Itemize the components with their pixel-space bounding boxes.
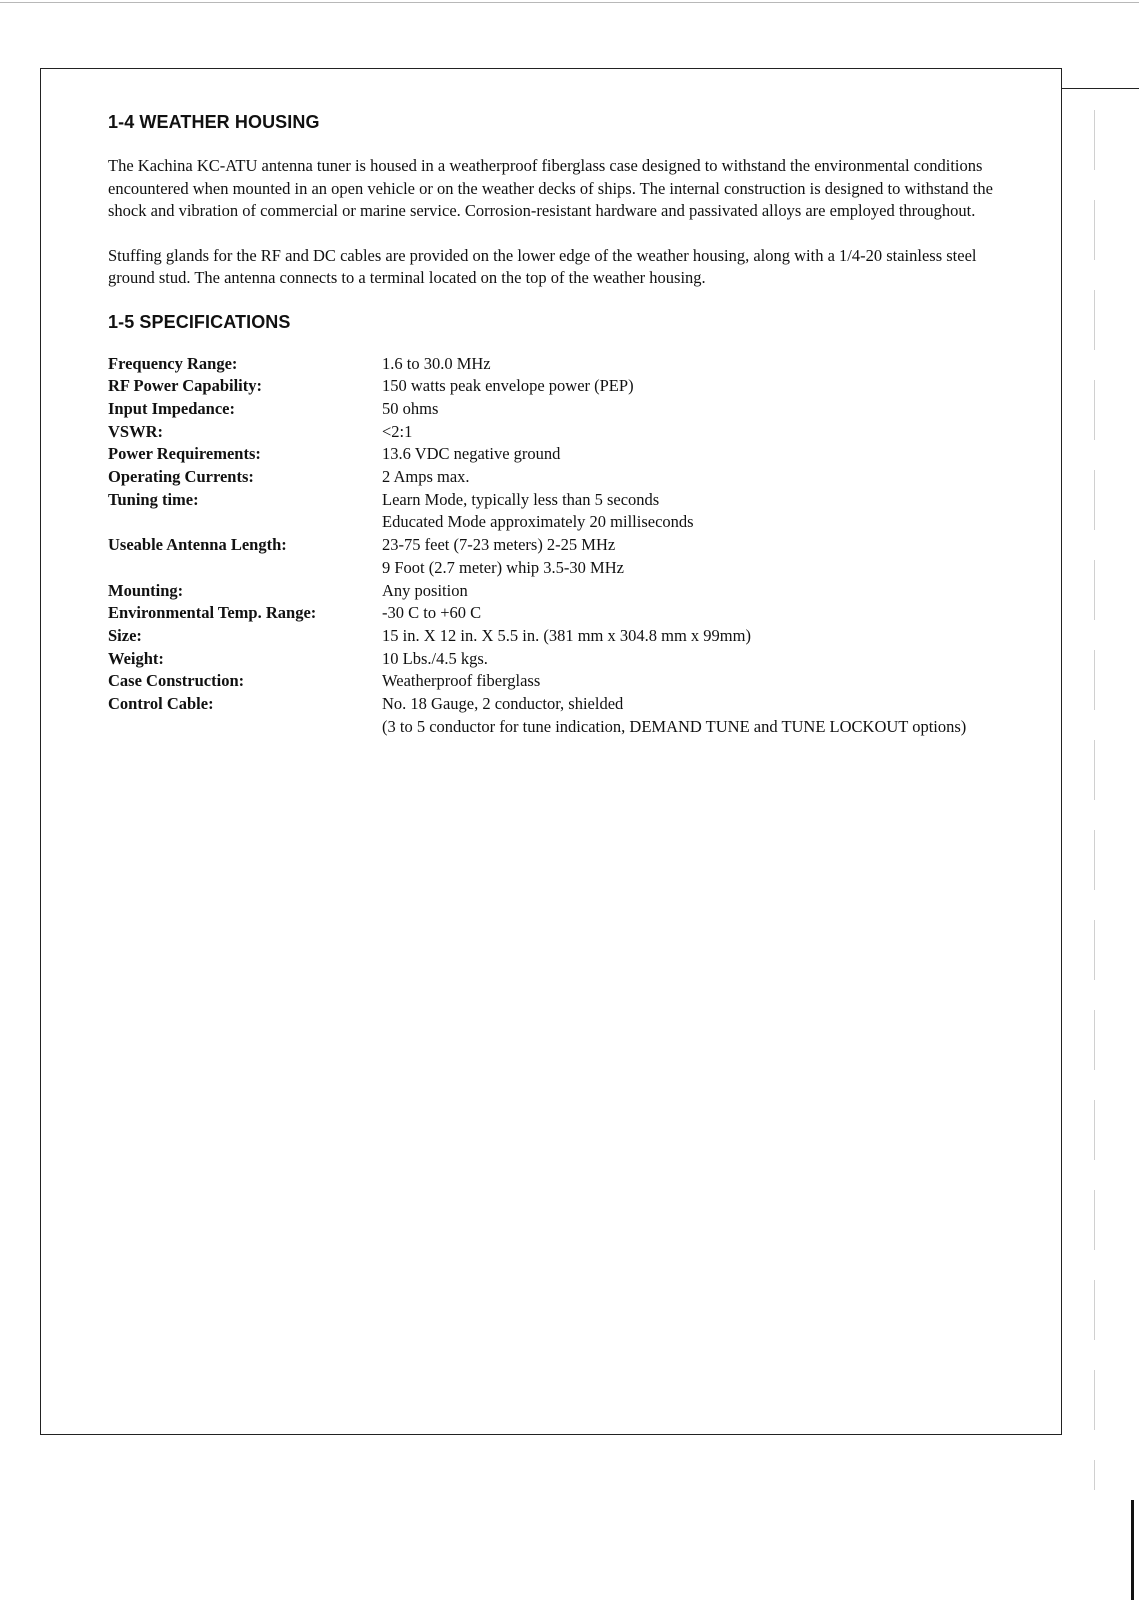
spec-value bbox=[382, 421, 1002, 444]
weather-housing-paragraph-2: Stuffing glands for the RF and DC cables are provided on the lower edge of the weather housing, along with a 1/4-20 stainless steel ground stud. The antenna connects to a terminal located on the top of the weather housing. bbox=[108, 245, 977, 287]
spec-label: Power Requirements: bbox=[108, 444, 261, 464]
spec-value bbox=[382, 398, 1002, 421]
spec-value bbox=[382, 625, 1002, 648]
spec-value-line: 50 ohms bbox=[382, 398, 439, 418]
spec-value-line: 1.6 to 30.0 MHz bbox=[382, 353, 491, 373]
spec-value-line: Educated Mode approximately 20 milliseconds bbox=[382, 512, 694, 532]
spec-row bbox=[108, 421, 1002, 444]
spec-value-line: 23-75 feet (7-23 meters) 2-25 MHz bbox=[382, 535, 616, 555]
spec-row bbox=[108, 443, 1002, 466]
spec-row bbox=[108, 375, 1002, 398]
spec-row bbox=[108, 580, 1002, 603]
spec-label: Operating Currents: bbox=[108, 467, 254, 487]
spec-label: Control Cable: bbox=[108, 694, 214, 714]
spec-label: Size: bbox=[108, 625, 142, 645]
document-content bbox=[108, 112, 1008, 738]
spec-label: Input Impedance: bbox=[108, 398, 235, 418]
scan-corner-mark bbox=[1131, 1500, 1134, 1600]
weather-housing-heading: 1-4 WEATHER HOUSING bbox=[108, 112, 320, 132]
spec-row bbox=[108, 648, 1002, 671]
spec-label: Case Construction: bbox=[108, 671, 245, 691]
spec-value-line: Any position bbox=[382, 580, 468, 600]
spec-value bbox=[382, 534, 1002, 579]
spec-label: Environmental Temp. Range: bbox=[108, 603, 317, 623]
weather-housing-paragraph-1: The Kachina KC-ATU antenna tuner is housed in a weatherproof fiberglass case designed to withstand the environmental conditions encountered when mounted in an open vehicle or on the weather decks of ships. The internal construction is designed to withstand the shock and vibration of commercial or marine service. Corrosion-resistant hardware and passivated alloys are employed throughout. bbox=[108, 156, 993, 220]
spec-row bbox=[108, 534, 1002, 579]
spec-value-line: (3 to 5 conductor for tune indication, DEMAND TUNE and TUNE LOCKOUT options) bbox=[382, 716, 967, 736]
spec-row bbox=[108, 466, 1002, 489]
spec-value-line: 15 in. X 12 in. X 5.5 in. (381 mm x 304.8 mm x 99mm) bbox=[382, 625, 751, 645]
spec-row bbox=[108, 489, 1002, 534]
spec-row bbox=[108, 353, 1002, 376]
spec-value bbox=[382, 489, 1002, 534]
specifications-table bbox=[108, 353, 1002, 739]
spec-row bbox=[108, 398, 1002, 421]
spec-value bbox=[382, 466, 1002, 489]
spec-label: VSWR: bbox=[108, 421, 164, 441]
spec-value-line: No. 18 Gauge, 2 conductor, shielded bbox=[382, 694, 624, 714]
spec-row bbox=[108, 670, 1002, 693]
spec-label: Frequency Range: bbox=[108, 353, 238, 373]
spec-value bbox=[382, 602, 1002, 625]
spec-label: Mounting: bbox=[108, 580, 184, 600]
spec-value bbox=[382, 693, 1002, 738]
specifications-table-body bbox=[108, 353, 1002, 739]
spec-value-line: Weatherproof fiberglass bbox=[382, 671, 541, 691]
spec-value bbox=[382, 375, 1002, 398]
spec-value-line: -30 C to +60 C bbox=[382, 603, 482, 623]
spec-label: Tuning time: bbox=[108, 489, 199, 509]
page-border-tail bbox=[1062, 88, 1139, 89]
spec-value-line: Learn Mode, typically less than 5 seconds bbox=[382, 489, 660, 509]
spec-value-line: <2:1 bbox=[382, 421, 413, 441]
spec-value-line: 13.6 VDC negative ground bbox=[382, 444, 561, 464]
spec-value bbox=[382, 580, 1002, 603]
specifications-heading: 1-5 SPECIFICATIONS bbox=[108, 311, 291, 332]
spec-value-line: 9 Foot (2.7 meter) whip 3.5-30 MHz bbox=[382, 557, 624, 577]
spec-value bbox=[382, 443, 1002, 466]
spec-label: Weight: bbox=[108, 648, 164, 668]
spec-label: Useable Antenna Length: bbox=[108, 535, 287, 555]
spec-value-line: 2 Amps max. bbox=[382, 467, 470, 487]
scan-top-edge-line bbox=[0, 2, 1139, 3]
scan-right-edge-marks bbox=[1094, 110, 1095, 1490]
spec-value bbox=[382, 648, 1002, 671]
spec-label: RF Power Capability: bbox=[108, 376, 262, 396]
spec-value bbox=[382, 353, 1002, 376]
spec-row bbox=[108, 693, 1002, 738]
spec-row bbox=[108, 602, 1002, 625]
spec-value bbox=[382, 670, 1002, 693]
spec-row bbox=[108, 625, 1002, 648]
spec-value-line: 150 watts peak envelope power (PEP) bbox=[382, 376, 634, 396]
spec-value-line: 10 Lbs./4.5 kgs. bbox=[382, 648, 488, 668]
